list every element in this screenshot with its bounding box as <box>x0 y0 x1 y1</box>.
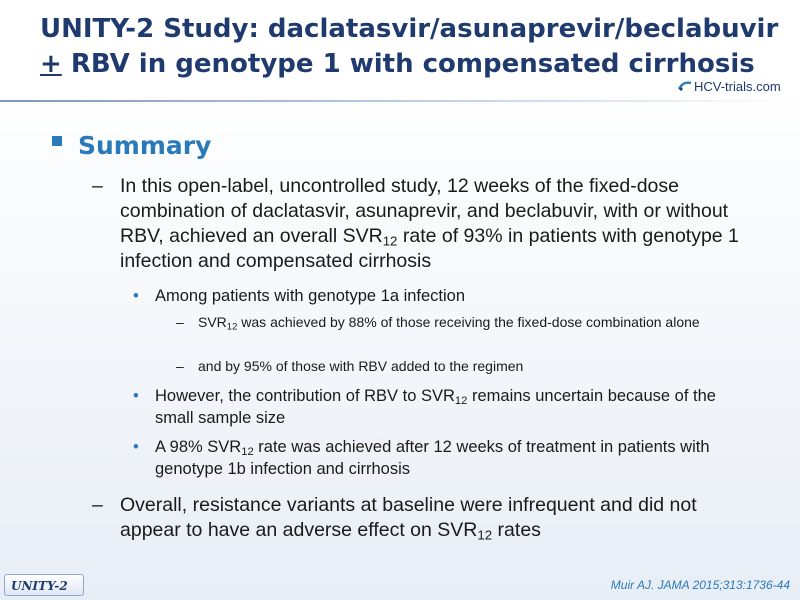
bullet-text: Overall, resistance variants at baseline were infrequent and did not appear to have an adverse effect on $SVR_{12}$ rates <box>120 494 697 543</box>
bullet-text: A 98% $SVR_{12}$ rate was achieved after 12 weeks of treatment in patients with genotype 1b infection and cirrhosis <box>155 438 710 478</box>
logo-text: HCV-trials.com <box>694 79 781 94</box>
bullet-text: $SVR_{12}$ was achieved by 88% of those receiving the fixed-dose combination alone <box>198 314 700 333</box>
dash-marker: – <box>176 314 184 330</box>
dash-marker: – <box>176 358 184 374</box>
study-tab-label: UNITY-2 <box>4 574 84 596</box>
header-divider <box>0 100 800 102</box>
bullet-text: and by 95% of those with RBV added to the regimen <box>198 358 524 374</box>
title-line-2-text: RBV in genotype 1 with compensated cirrhosis <box>61 49 755 79</box>
summary-label: Summary <box>78 131 212 160</box>
dot-marker: • <box>133 387 139 405</box>
dash-marker: – <box>92 175 103 197</box>
logo-swoosh-icon <box>678 80 692 92</box>
bullet-text: Among patients with genotype 1a infection <box>155 287 466 305</box>
plus-minus-symbol: + <box>40 49 62 79</box>
bullet-text: In this open-label, uncontrolled study, 12 weeks of the fixed-dose combination of daclatasvir, asunaprevir, and beclabuvir, with or without RBV, achieved an overall $SVR_{12}$ rate of 93% in patients with genotype 1 infection and compensated cirrhosis <box>120 175 739 272</box>
hcv-trials-logo <box>678 78 788 96</box>
dash-marker: – <box>92 494 103 516</box>
title-line-2 <box>40 47 780 82</box>
bullet-text: However, the contribution of RBV to $SVR_{12}$ remains uncertain because of the small sample size <box>155 387 716 427</box>
dot-marker: • <box>133 438 139 456</box>
dot-marker: • <box>133 287 139 305</box>
title-line-1: UNITY-2 Study: daclatasvir/asunaprevir/beclabuvir <box>40 14 779 44</box>
citation: Muir AJ. JAMA 2015;313:1736-44 <box>610 578 790 592</box>
slide-title <box>40 12 780 82</box>
summary-heading <box>52 127 211 165</box>
square-bullet-icon <box>52 136 62 146</box>
